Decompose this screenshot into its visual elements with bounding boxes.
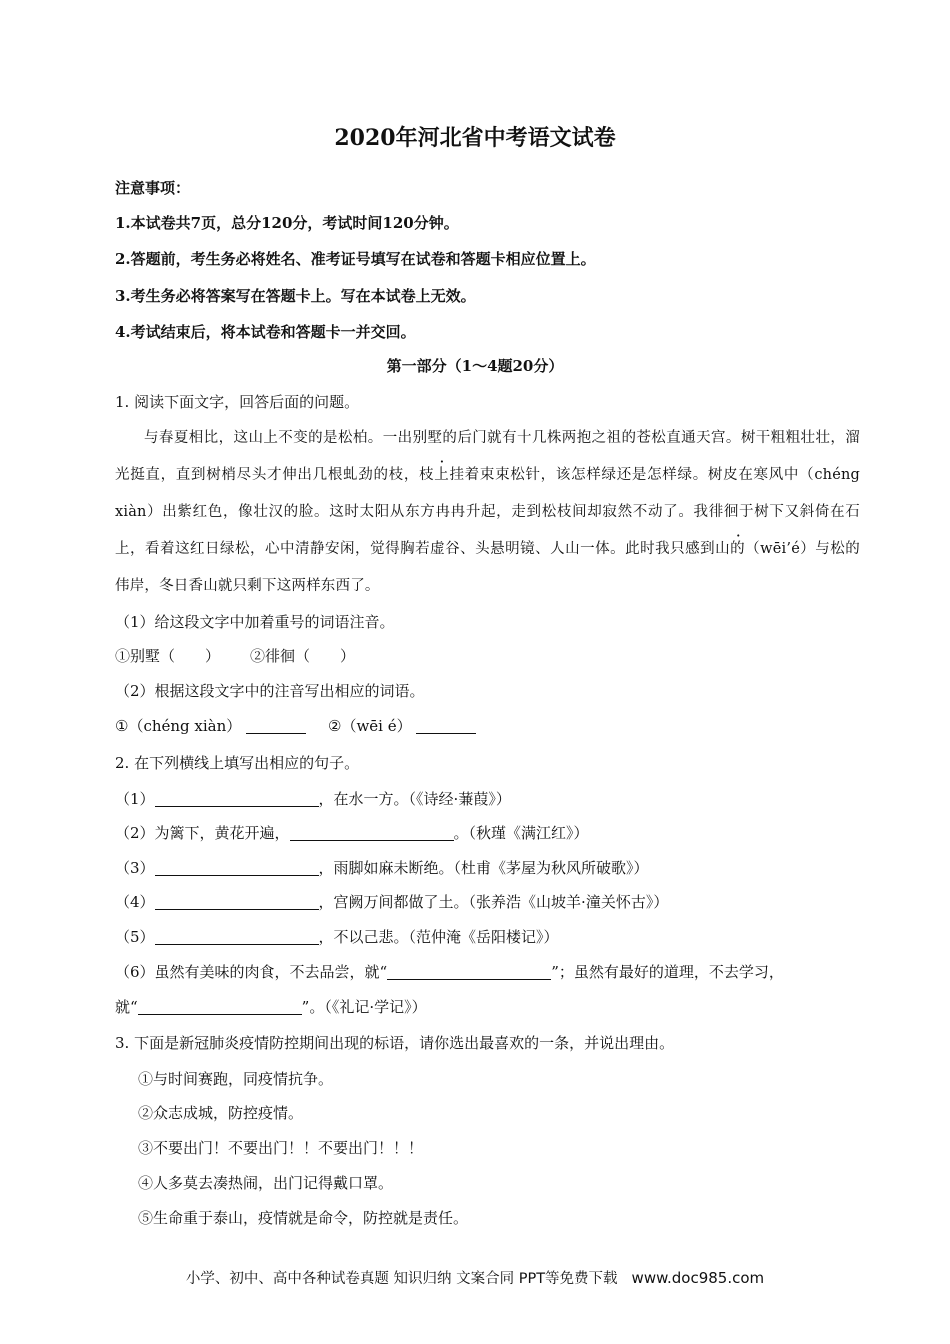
footer-text: 小学、初中、高中各种试卷真题 知识归纳 文案合同 PPT等免费下载: [185, 1271, 618, 1287]
line-prefix: 就“: [115, 998, 138, 1016]
answer-blank[interactable]: [416, 717, 476, 734]
page-footer: [0, 1268, 950, 1289]
line-prefix: （2）为篱下，黄花开遍，: [115, 824, 290, 842]
question-1-sub1: （1）给这段文字中加着重号的词语注音。: [115, 613, 395, 631]
notice-item: 2.答题前，考生务必将姓名、准考证号填写在试卷和答题卡相应位置上。: [115, 250, 596, 268]
line-suffix: ，宫阙万间都做了土。（张养浩《山坡羊·潼关怀古》）: [318, 893, 669, 911]
page-title: 2020年河北省中考语文试卷: [334, 125, 616, 151]
line-prefix: （4）: [115, 893, 155, 911]
question-2-line-1: [115, 789, 511, 809]
question-1-sub1-a: ①别墅（ ）: [115, 647, 221, 665]
answer-blank[interactable]: [155, 928, 319, 945]
footer-url-link[interactable]: www.doc985.com: [631, 1269, 765, 1287]
question-1-prompt: 1. 阅读下面文字，回答后面的问题。: [115, 393, 360, 411]
slogan-option: ②众志成城，防控疫情。: [138, 1104, 304, 1122]
section-title: 第一部分（1～4题20分）: [386, 357, 564, 375]
line-prefix: （1）: [115, 790, 155, 808]
answer-blank[interactable]: [155, 859, 319, 876]
notice-item: 3.考生务必将答案写在答题卡上。写在本试卷上无效。: [115, 287, 476, 305]
sub2-b-label: ②（wēi é）: [328, 717, 412, 735]
slogan-option: ①与时间赛跑，同疫情抗争。: [138, 1070, 334, 1088]
line-suffix: ，雨脚如麻未断绝。（杜甫《茅屋为秋风所破歌》）: [318, 859, 649, 877]
question-2-line-4: [115, 892, 668, 912]
notice-item: 1.本试卷共7页，总分120分，考试时间120分钟。: [115, 214, 459, 232]
emphasized-word: 别墅: [412, 430, 443, 446]
answer-blank[interactable]: [246, 717, 306, 734]
question-2-line-3: [115, 858, 649, 878]
sub2-a-label: ①（chéng xiàn）: [115, 717, 242, 735]
question-1-sub2-b: [328, 716, 476, 736]
answer-blank[interactable]: [155, 790, 319, 807]
answer-blank[interactable]: [290, 824, 454, 841]
question-1-sub2: （2）根据这段文字中的注音写出相应的词语。: [115, 682, 425, 700]
question-2-line-5: [115, 927, 559, 947]
line-suffix: ”。（《礼记·学记》）: [301, 998, 427, 1016]
passage-text: 于树下又斜倚在石上，看着这红日绿松，心中清静安闲，觉得胸若虚谷、头悬明镜、人山一体。此时我只感到山的（wēi’é）与松的伟岸，冬日香山就只剩下这两样东西了。: [115, 504, 860, 594]
line-suffix: 。（秋瑾《满江红》）: [453, 824, 589, 842]
passage-text: 与春夏相比，这山上不变的是松柏。一出: [144, 430, 413, 446]
line-suffix: ，在水一方。（《诗经·蒹葭》）: [318, 790, 511, 808]
question-1-passage: [115, 420, 860, 605]
slogan-option: ③不要出门！不要出门！！不要出门！！！: [138, 1139, 424, 1157]
question-2-line-6: [115, 962, 784, 982]
question-1-sub1-b: ②徘徊（ ）: [250, 647, 356, 665]
notice-heading: 注意事项：: [115, 179, 191, 197]
line-suffix: ”；虽然有最好的道理，不去学习，: [551, 963, 784, 981]
slogan-option: ④人多莫去凑热闹，出门记得戴口罩。: [138, 1174, 394, 1192]
question-1-sub2-a: [115, 716, 306, 736]
notice-item: 4.考试结束后，将本试卷和答题卡一并交回。: [115, 323, 416, 341]
answer-blank[interactable]: [138, 998, 302, 1015]
line-prefix: （5）: [115, 928, 155, 946]
question-2-prompt: 2. 在下列横线上填写出相应的句子。: [115, 754, 360, 772]
question-2-line-7: [115, 997, 427, 1017]
emphasized-word: 徘徊: [708, 504, 740, 520]
line-prefix: （6）虽然有美味的肉食，不去品尝，就“: [115, 963, 388, 981]
line-suffix: ，不以己悲。（范仲淹《岳阳楼记》）: [318, 928, 559, 946]
question-2-line-2: [115, 823, 589, 843]
line-prefix: （3）: [115, 859, 155, 877]
passage-text: 的后门就有十几株两抱之祖的苍松直通天宫。树干粗粗壮壮，溜光挺直，直到树梢尽头才伸出几根虬劲的枝，枝上挂着束束松针，该怎样绿还是怎样绿。树皮在寒风中（chéng xiàn）出紫红色，像壮汉的脸。这时太阳从东方冉冉升起，走到松枝间却寂然不动了。我: [115, 430, 860, 520]
answer-blank[interactable]: [155, 893, 319, 910]
question-3-prompt: 3. 下面是新冠肺炎疫情防控期间出现的标语，请你选出最喜欢的一条，并说出理由。: [115, 1034, 675, 1052]
answer-blank[interactable]: [387, 963, 551, 980]
slogan-option: ⑤生命重于泰山，疫情就是命令，防控就是责任。: [138, 1209, 469, 1227]
